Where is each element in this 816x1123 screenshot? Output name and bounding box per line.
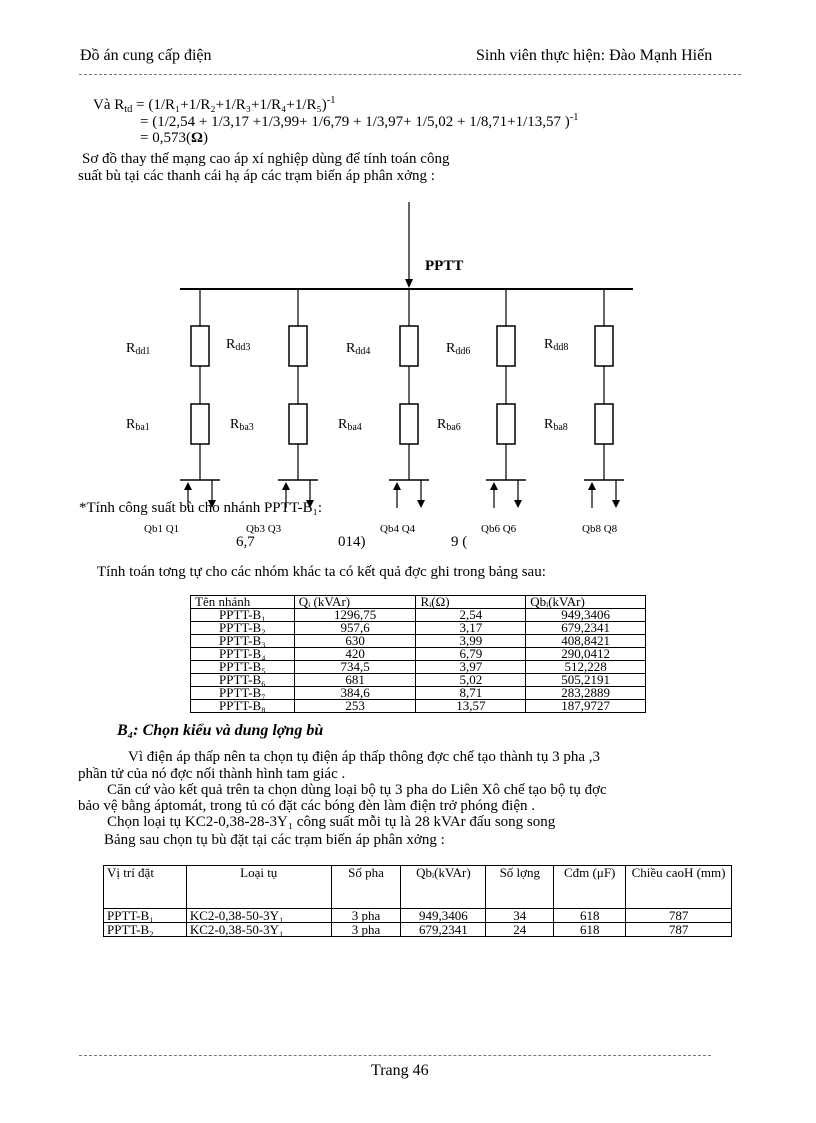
table-cell: 679,2341 <box>526 622 646 635</box>
equivalent-circuit-diagram <box>0 0 816 560</box>
table-cell: 6,79 <box>416 648 526 661</box>
table-cell: 253 <box>294 700 416 713</box>
table-cell: 949,3406 <box>526 609 646 622</box>
rdd-label: Rdd6 <box>446 341 471 357</box>
q-label: Qb3 Q3 <box>246 523 282 535</box>
rdd-resistor <box>191 326 209 366</box>
rba-resistor <box>289 404 307 444</box>
formula-line3-body: = 0,573( <box>140 130 191 146</box>
rba-label: Rba6 <box>437 417 461 433</box>
formula-line3-end: ) <box>202 130 208 146</box>
table-cell: 420 <box>294 648 416 661</box>
b4-paragraph-1a: Vì điện áp thấp nên ta chọn tụ điện áp thấp thông đợc chế tạo thành tụ 3 pha ,3 <box>128 749 600 765</box>
table-cell: 24 <box>486 923 554 937</box>
table-cell: PPTT-B₈ <box>191 700 295 713</box>
q-label: Qb8 Q8 <box>582 523 618 535</box>
table-cell: Qᵢ (kVAr) <box>294 596 416 609</box>
rba-label: Rba1 <box>126 417 150 433</box>
rdd-resistor <box>497 326 515 366</box>
table-cell: 505,2191 <box>526 674 646 687</box>
up-arrow-icon <box>184 482 192 490</box>
table-header <box>104 866 732 909</box>
header-left: Đồ án cung cấp điện <box>80 47 212 64</box>
b4-paragraph-1b: phần tử của nó đợc nối thành hình tam giác . <box>78 766 346 782</box>
table-cell: PPTT-B₆ <box>191 674 295 687</box>
rba-resistor <box>595 404 613 444</box>
table-row <box>191 700 646 713</box>
table-cell: 3 pha <box>331 923 401 937</box>
rdd-resistor <box>289 326 307 366</box>
table-cell: Chiều caoH (mm) <box>626 866 732 909</box>
formula-line2-exp: -1 <box>569 112 579 123</box>
table-cell: PPTT-B₁ <box>191 609 295 622</box>
feeder-arrow-icon <box>405 279 413 288</box>
table-cell: 949,3406 <box>401 909 486 923</box>
intro-line-1: Sơ đồ thay thế mạng cao áp xí nghiệp dùng để tính toán công <box>82 151 450 167</box>
b4-paragraph-2b: bảo vệ bằng áptomát, trong tủ có đặt các bóng đèn làm điện trở phóng điện . <box>78 798 535 814</box>
branches-group <box>126 289 624 535</box>
formula-line1-body: = (1/R₁+1/R₂+1/R₃+1/R₄+1/R₅) <box>132 97 327 113</box>
table-cell: PPTT-B₄ <box>191 648 295 661</box>
table-row <box>104 923 732 937</box>
table-cell: 618 <box>554 923 626 937</box>
overlay-fragment-3: 9 ( <box>451 534 468 550</box>
table-cell: 787 <box>626 923 732 937</box>
table-cell: 512,228 <box>526 661 646 674</box>
formula-r-sub: td <box>124 104 133 115</box>
table-cell: Số lợng <box>486 866 554 909</box>
capacitor-table <box>103 865 732 937</box>
table-cell: PPTT-B₃ <box>191 635 295 648</box>
table-cell: 3,17 <box>416 622 526 635</box>
q-label: Qb1 Q1 <box>144 523 180 535</box>
section-b4-title: B₄: Chọn kiểu và dung lợng bù <box>117 722 324 739</box>
page-number: Trang 46 <box>371 1062 429 1079</box>
calc-paragraph: Tính toán tơng tự cho các nhóm khác ta có kết quả đợc ghi trong bảng sau: <box>97 564 546 580</box>
rdd-label: Rdd4 <box>346 341 371 357</box>
table-cell: Cđm (μF) <box>554 866 626 909</box>
down-arrow-icon <box>514 500 522 508</box>
table-cell: Vị trí đặt <box>104 866 187 909</box>
rba-resistor <box>191 404 209 444</box>
table-cell: 3,99 <box>416 635 526 648</box>
table-cell: KC2-0,38-50-3Y₁ <box>186 909 331 923</box>
up-arrow-icon <box>588 482 596 490</box>
table-cell: PPTT-B₁ <box>104 909 187 923</box>
up-arrow-icon <box>282 482 290 490</box>
table-row <box>104 909 732 923</box>
table-cell: Loại tụ <box>186 866 331 909</box>
table-cell: 5,02 <box>416 674 526 687</box>
down-arrow-icon <box>417 500 425 508</box>
table-cell: 681 <box>294 674 416 687</box>
table-cell: KC2-0,38-50-3Y₁ <box>186 923 331 937</box>
footer-divider <box>79 1055 711 1056</box>
q-label: Qb4 Q4 <box>380 523 416 535</box>
table-cell: 787 <box>626 909 732 923</box>
table-cell: 187,9727 <box>526 700 646 713</box>
q-label: Qb6 Q6 <box>481 523 517 535</box>
b4-paragraph-2a: Căn cứ vào kết quả trên ta chọn dùng loại bộ tụ 3 pha do Liên Xô chế tạo bộ tụ đợc <box>107 782 607 798</box>
table-cell: Qbᵢ(kVAr) <box>526 596 646 609</box>
rba-resistor <box>497 404 515 444</box>
overlay-fragment-2: 014) <box>338 534 366 550</box>
table-cell: 618 <box>554 909 626 923</box>
b4-paragraph-3: Chọn loại tụ KC2-0,38-28-3Y₁ công suất mỗi tụ là 28 kVAr đấu song song <box>107 814 556 830</box>
formula-line1-exp: -1 <box>326 95 336 106</box>
omega-symbol: Ω <box>190 130 203 146</box>
table-cell: 34 <box>486 909 554 923</box>
down-arrow-icon <box>612 500 620 508</box>
table-cell: 2,54 <box>416 609 526 622</box>
up-arrow-icon <box>393 482 401 490</box>
rba-resistor <box>400 404 418 444</box>
overlay-text: *Tính công suất bù cho nhánh PPTT-B₁: <box>79 500 322 516</box>
table-cell: 679,2341 <box>401 923 486 937</box>
rba-label: Rba3 <box>230 417 254 433</box>
table-cell: 408,8421 <box>526 635 646 648</box>
table-cell: 3,97 <box>416 661 526 674</box>
table-cell: PPTT-B₂ <box>104 923 187 937</box>
table-cell: 1296,75 <box>294 609 416 622</box>
b4-paragraph-4: Bảng sau chọn tụ bù đặt tại các trạm biến áp phân xởng : <box>104 832 445 848</box>
table-cell: 384,6 <box>294 687 416 700</box>
rba-label: Rba4 <box>338 417 362 433</box>
table-cell: 8,71 <box>416 687 526 700</box>
table-cell: PPTT-B₂ <box>191 622 295 635</box>
table-cell: 630 <box>294 635 416 648</box>
table-cell: 3 pha <box>331 909 401 923</box>
rdd-label: Rdd1 <box>126 341 151 357</box>
rdd-label: Rdd3 <box>226 337 251 353</box>
bus-label: PPTT <box>425 258 464 274</box>
table-cell: 13,57 <box>416 700 526 713</box>
header-right: Sinh viên thực hiện: Đào Mạnh Hiến <box>476 47 713 64</box>
table-cell: 957,6 <box>294 622 416 635</box>
table-cell: 734,5 <box>294 661 416 674</box>
table-cell: Số pha <box>331 866 401 909</box>
overlay-fragment-1: 6,7 <box>236 534 255 550</box>
results-table <box>190 595 646 713</box>
table-cell: 290,0412 <box>526 648 646 661</box>
up-arrow-icon <box>490 482 498 490</box>
intro-line-2: suất bù tại các thanh cái hạ áp các trạm biến áp phân xởng : <box>78 168 435 184</box>
table-cell: 283,2889 <box>526 687 646 700</box>
rdd-label: Rdd8 <box>544 337 569 353</box>
table-cell: Rᵢ(Ω) <box>416 596 526 609</box>
rdd-resistor <box>400 326 418 366</box>
formula-r: Và R <box>93 97 125 113</box>
table-cell: Tên nhánh <box>191 596 295 609</box>
rdd-resistor <box>595 326 613 366</box>
table-cell: PPTT-B₅ <box>191 661 295 674</box>
rba-label: Rba8 <box>544 417 568 433</box>
table-cell: PPTT-B₇ <box>191 687 295 700</box>
formula-line2-body: = (1/2,54 + 1/3,17 +1/3,99+ 1/6,79 + 1/3,97+ 1/5,02 + 1/8,71+1/13,57 ) <box>140 114 570 130</box>
table-cell: Qbᵢ(kVAr) <box>401 866 486 909</box>
